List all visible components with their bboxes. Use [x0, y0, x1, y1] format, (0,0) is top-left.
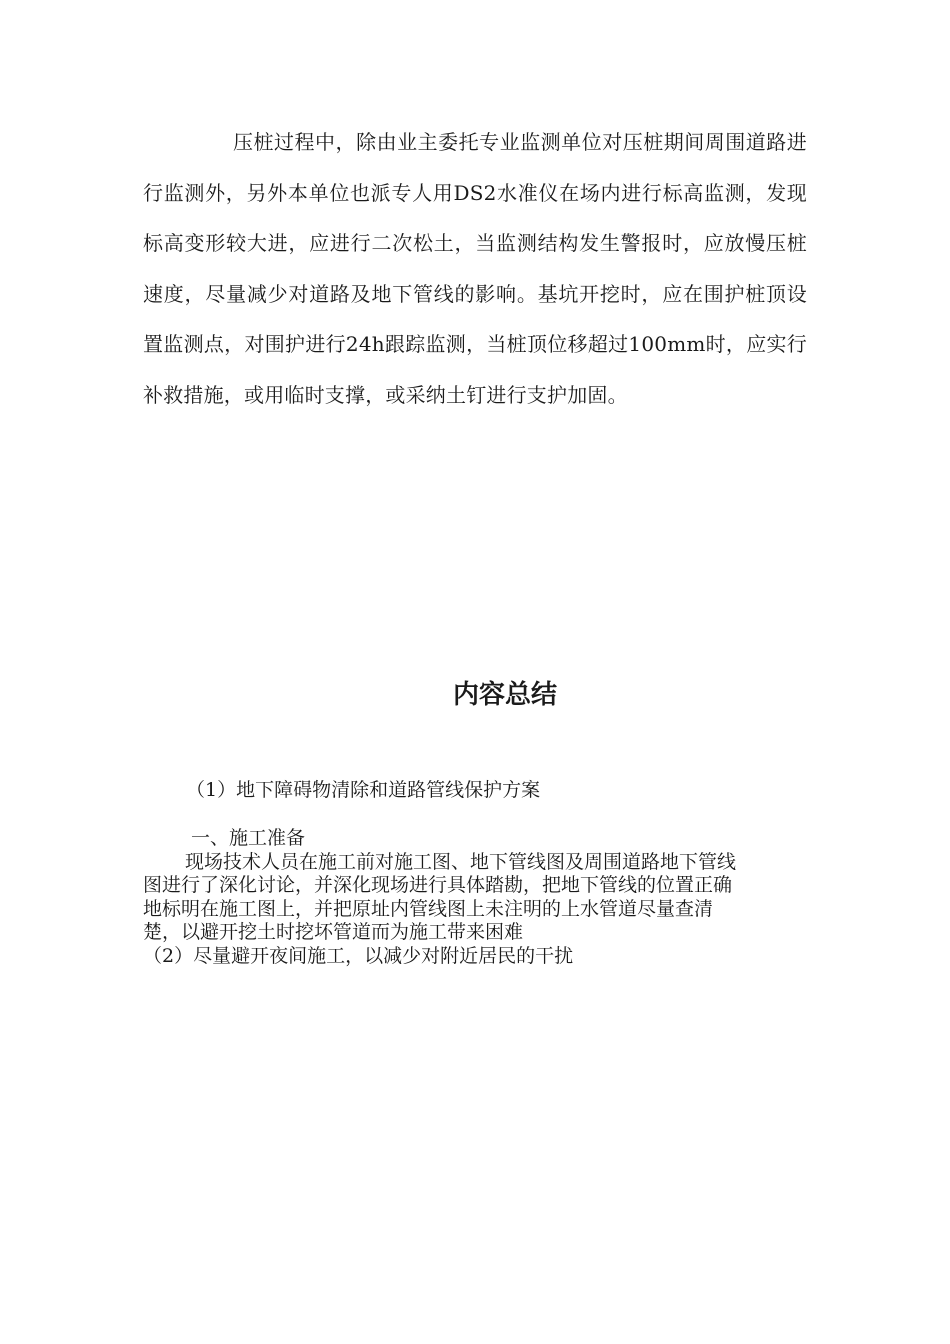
- summary-line: 楚，以避开挖土时挖坏管道而为施工带来困难: [143, 921, 524, 943]
- summary-line: 现场技术人员在施工前对施工图、地下管线图及周围道路地下管线: [185, 850, 737, 873]
- summary-item-1: （1）地下障碍物清除和道路管线保护方案: [186, 779, 541, 801]
- summary-line: 图进行了深化讨论，并深化现场进行具体踏勘，把地下管线的位置正确: [143, 874, 733, 896]
- section-heading: 一、施工准备: [191, 827, 306, 849]
- summary-line: 地标明在施工图上，并把原址内管线图上未注明的上水管道尽量查清: [143, 897, 714, 920]
- summary-title: 内容总结: [452, 680, 557, 710]
- body-paragraph: 压桩过程中，除由业主委托专业监测单位对压桩期间周围道路进行监测外，另外本单位也派专人用DS2水准仪在场内进行标高监测，发现标高变形较大进，应进行二次松土，当监测结构发生警报时，应放慢压桩速度，尽量减少对道路及地下管线的影响。基坑开挖时，应在围护桩顶设置监测点，对围护进行24h跟踪监测，当桩顶位移超过100mm时，应实行补救措施，或用临时支撑，或采纳土钉进行支护加固。: [143, 130, 807, 407]
- summary-item-2: （2）尽量避开夜间施工，以减少对附近居民的干扰: [143, 944, 574, 967]
- summary-content: [143, 827, 803, 968]
